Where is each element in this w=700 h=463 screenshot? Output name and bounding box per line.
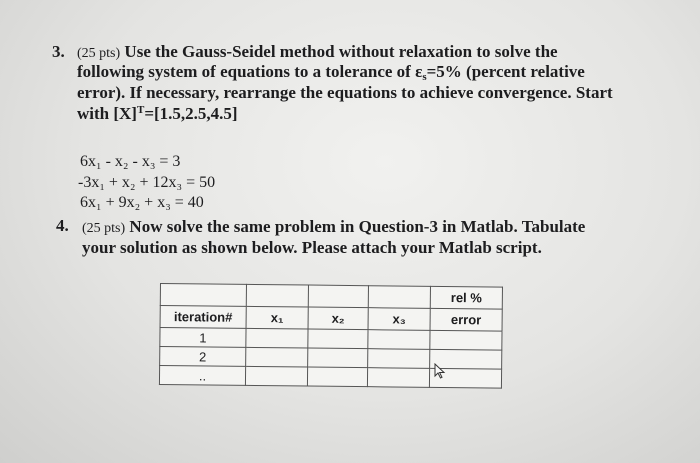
question-4-line-1 xyxy=(82,217,585,237)
header-x2: x₂ xyxy=(308,307,368,330)
header-cell-blank xyxy=(368,286,430,309)
transpose-superscript: T xyxy=(136,104,145,116)
iteration-cell: 1 xyxy=(160,328,246,348)
question-3-number: 3. xyxy=(52,42,65,61)
header-x3: x₃ xyxy=(368,308,430,331)
x2-cell xyxy=(308,348,368,368)
question-3-line-4 xyxy=(77,104,238,124)
iteration-cell: .. xyxy=(159,366,245,386)
question-3-text-4-end: =[1.5,2.5,4.5] xyxy=(144,104,238,123)
x1-cell xyxy=(246,328,308,348)
mouse-pointer-icon xyxy=(434,363,446,384)
x3-cell xyxy=(367,368,429,388)
results-table xyxy=(159,283,503,389)
question-3-text-4: with [X] xyxy=(77,104,137,123)
tolerance-subscript: s xyxy=(422,71,427,83)
x3-cell xyxy=(368,349,430,369)
x1-cell xyxy=(245,366,307,386)
iteration-cell: 2 xyxy=(160,347,246,367)
header-iteration: iteration# xyxy=(160,306,246,329)
question-4-points: (25 pts) xyxy=(82,221,126,236)
x2-cell xyxy=(307,367,367,387)
question-3-text-2: following system of equations to a tolerance of ε xyxy=(77,62,423,81)
question-4-number: 4. xyxy=(56,216,69,235)
table-row xyxy=(159,366,501,389)
equation-1: 6x₁ - x₂ - x₃ = 3 xyxy=(80,153,181,170)
header-cell-blank xyxy=(308,285,368,308)
header-error: error xyxy=(430,308,502,331)
question-3-line-2 xyxy=(77,62,585,83)
question-4-ref: Question-3 xyxy=(358,217,438,236)
question-4-line-2: your solution as shown below. Please attach your Matlab script. xyxy=(82,238,542,257)
question-3-line-1 xyxy=(77,42,558,62)
equation-2: -3x₁ + x₂ + 12x₃ = 50 xyxy=(78,174,216,191)
header-rel-pct: rel % xyxy=(430,286,502,309)
error-cell xyxy=(430,330,502,350)
question-3-line-3: error). If necessary, rearrange the equations to achieve convergence. Start xyxy=(77,83,613,102)
question-3-text-2-end: =5% (percent relative xyxy=(426,62,585,81)
x2-cell xyxy=(308,329,368,349)
question-4-text-1: Now solve the same problem in xyxy=(129,217,359,236)
question-3-points: (25 pts) xyxy=(77,46,121,61)
question-3-text-1: Use the Gauss-Seidel method without relaxation to solve the xyxy=(124,42,558,61)
x3-cell xyxy=(368,330,430,350)
header-x1: x₁ xyxy=(246,306,308,329)
header-cell-blank xyxy=(246,284,308,307)
x1-cell xyxy=(246,347,308,367)
equation-3: 6x₁ + 9x₂ + x₃ = 40 xyxy=(80,194,204,211)
header-cell-blank xyxy=(160,284,246,307)
question-4-text-1-end: in Matlab. Tabulate xyxy=(437,217,586,236)
